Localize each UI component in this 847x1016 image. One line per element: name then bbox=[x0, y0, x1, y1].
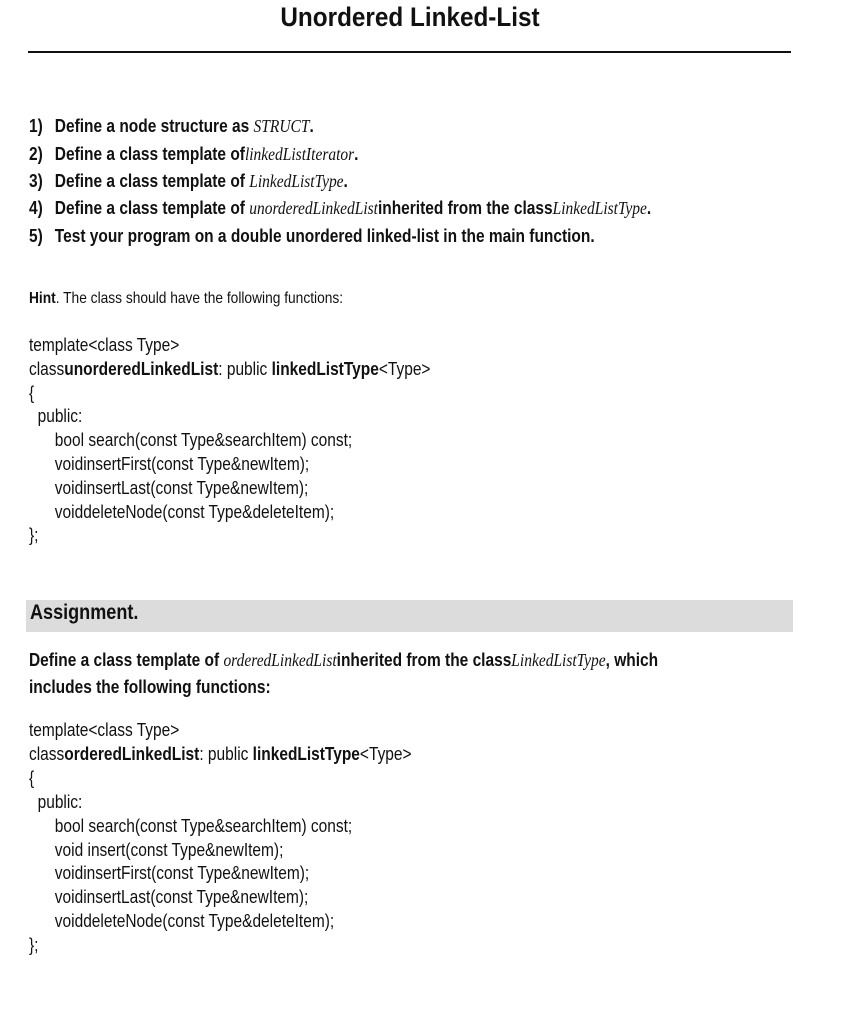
hint-label: Hint bbox=[29, 290, 56, 307]
code-line bbox=[29, 335, 179, 356]
code-token: public: bbox=[29, 791, 83, 812]
code-line bbox=[29, 792, 82, 813]
code-token: void insert(const Type&newItem); bbox=[29, 839, 284, 860]
task-item bbox=[29, 116, 314, 137]
task-italic: LinkedListType bbox=[249, 171, 344, 191]
hint-text bbox=[29, 290, 343, 308]
title-divider bbox=[28, 51, 791, 53]
text: inherited from the class bbox=[336, 650, 512, 670]
task-item bbox=[29, 171, 348, 192]
task-text: Define a class template of bbox=[54, 144, 245, 164]
task-text: inherited from the class bbox=[377, 198, 553, 218]
code-line bbox=[29, 478, 308, 499]
code-token: voiddeleteNode(const Type&deleteItem); bbox=[29, 911, 335, 932]
code-token: voidinsertLast(const Type&newItem); bbox=[29, 887, 309, 908]
code-line bbox=[29, 359, 430, 380]
task-number: 4) bbox=[29, 198, 43, 218]
code-line bbox=[29, 887, 308, 908]
code-token: <Type> bbox=[378, 358, 431, 379]
code-token: linkedListType bbox=[252, 743, 360, 764]
code-token: linkedListType bbox=[271, 358, 379, 379]
task-number: 2) bbox=[29, 144, 43, 164]
task-item bbox=[29, 226, 595, 247]
assignment-title: Assignment. bbox=[30, 601, 139, 624]
assignment-header-bar bbox=[26, 600, 793, 632]
code-token: voidinsertFirst(const Type&newItem); bbox=[29, 454, 310, 474]
code-line bbox=[29, 454, 309, 475]
task-text: Test your program on a double unordered linked-list in the main function. bbox=[54, 226, 595, 246]
page-title: Unordered Linked-List bbox=[280, 2, 540, 32]
task-number: 5) bbox=[29, 226, 43, 246]
code-token: : public bbox=[199, 743, 253, 764]
class-name: LinkedListType bbox=[511, 650, 606, 670]
code-token: voiddeleteNode(const Type&deleteItem); bbox=[29, 501, 335, 522]
task-number: 3) bbox=[29, 171, 43, 191]
code-token: { bbox=[29, 382, 35, 403]
code-line bbox=[29, 430, 352, 451]
task-italic: LinkedListType bbox=[552, 198, 647, 218]
text: , which bbox=[605, 650, 659, 670]
code-line bbox=[29, 406, 82, 427]
task-text: . bbox=[343, 171, 348, 191]
code-token: class bbox=[29, 743, 65, 764]
code-line bbox=[29, 840, 283, 861]
code-line bbox=[29, 502, 334, 523]
code-token: template<class Type> bbox=[29, 335, 180, 355]
code-line bbox=[29, 911, 334, 932]
code-token: }; bbox=[29, 935, 39, 956]
code-token: class bbox=[29, 358, 65, 379]
code-token: }; bbox=[29, 525, 39, 546]
task-number: 1) bbox=[29, 116, 43, 136]
assignment-description-line-1 bbox=[29, 650, 658, 671]
code-line bbox=[29, 525, 38, 546]
code-token: <Type> bbox=[359, 743, 412, 764]
task-text: . bbox=[646, 198, 652, 218]
code-token: orderedLinkedList bbox=[64, 743, 200, 764]
code-token: : public bbox=[218, 358, 272, 379]
code-line bbox=[29, 720, 179, 741]
code-token: template<class Type> bbox=[29, 720, 180, 740]
code-token: public: bbox=[29, 406, 83, 427]
task-italic: STRUCT bbox=[253, 116, 310, 136]
code-line bbox=[29, 863, 309, 884]
code-token: bool search(const Type&searchItem) const; bbox=[29, 430, 353, 451]
hint-body: . The class should have the following functions: bbox=[55, 290, 344, 307]
task-italic: unorderedLinkedList bbox=[249, 198, 378, 218]
task-text: Define a class template of bbox=[54, 171, 250, 191]
code-line bbox=[29, 383, 34, 404]
task-text: . bbox=[354, 144, 359, 164]
code-token: voidinsertFirst(const Type&newItem); bbox=[29, 863, 310, 884]
task-item bbox=[29, 144, 358, 165]
task-item bbox=[29, 198, 651, 219]
text: Define a class template of bbox=[29, 650, 224, 670]
task-text: Define a node structure as bbox=[54, 116, 254, 136]
task-text: Define a class template of bbox=[54, 198, 250, 218]
code-line bbox=[29, 768, 34, 789]
code-line bbox=[29, 816, 352, 837]
assignment-description-line-2: includes the following functions: bbox=[29, 677, 271, 697]
code-token: bool search(const Type&searchItem) const; bbox=[29, 815, 353, 836]
task-text: . bbox=[309, 116, 314, 136]
code-line bbox=[29, 744, 412, 765]
task-italic: linkedListIterator bbox=[244, 144, 355, 164]
class-name: orderedLinkedList bbox=[223, 650, 337, 670]
code-token: voidinsertLast(const Type&newItem); bbox=[29, 477, 309, 498]
code-token: { bbox=[29, 767, 35, 788]
code-line bbox=[29, 935, 38, 956]
code-token: unorderedLinkedList bbox=[64, 358, 219, 379]
